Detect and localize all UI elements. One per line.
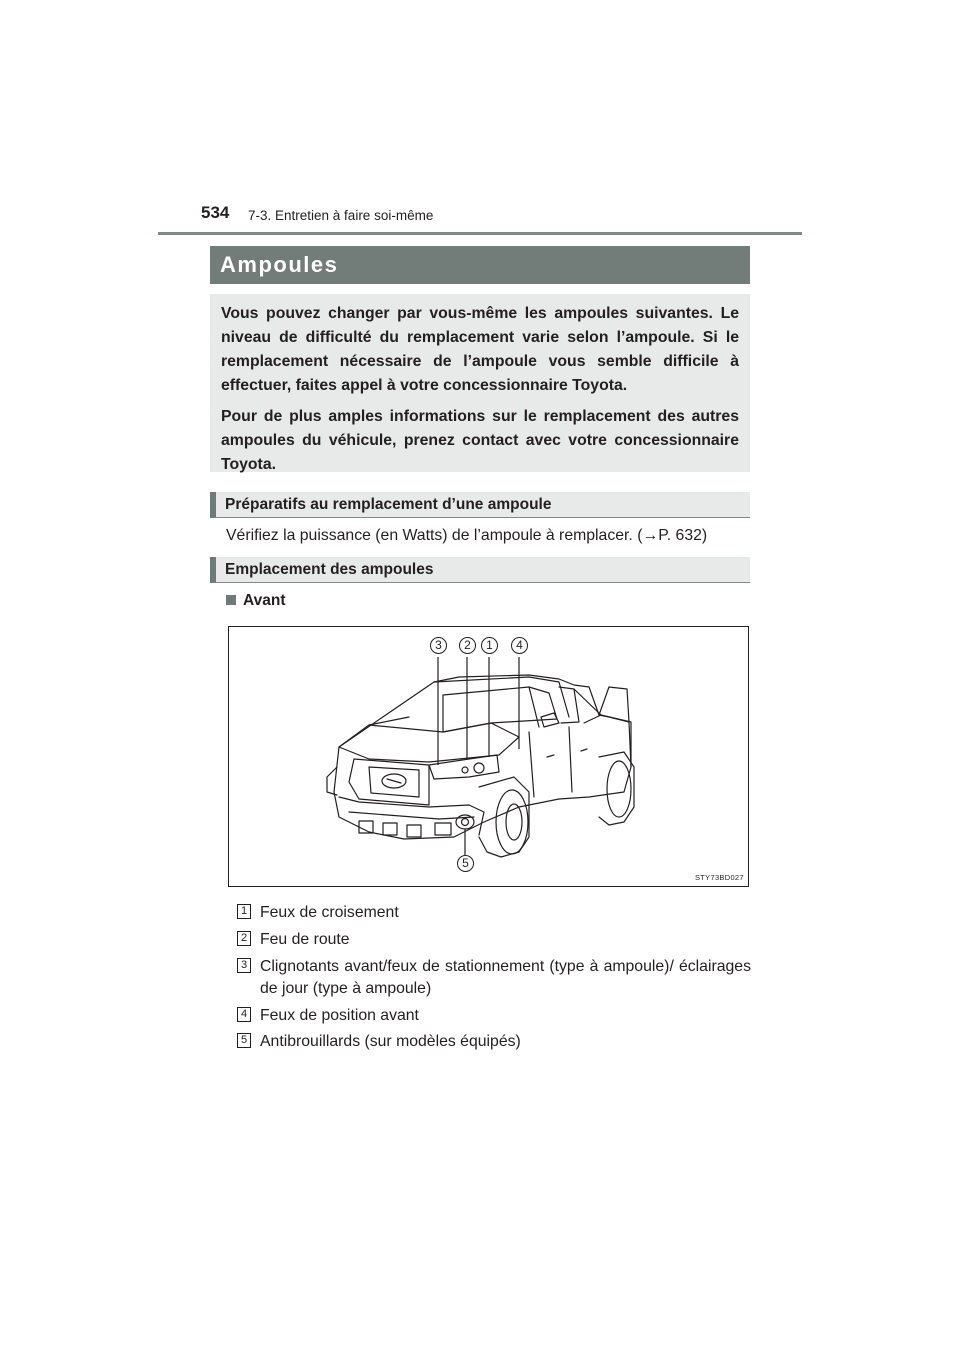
- callout-3: 3: [430, 637, 447, 654]
- intro-box: [210, 294, 750, 472]
- legend-text: Antibrouillards (sur modèles équipés): [260, 1033, 521, 1050]
- legend-text: Feu de route: [260, 931, 350, 948]
- preparation-text: Vérifiez la puissance (en Watts) de l’ampoule à remplacer. (→P. 632): [226, 527, 708, 544]
- truck-figure: [228, 626, 749, 887]
- page-title: Ampoules: [210, 246, 750, 284]
- callout-5: 5: [457, 855, 474, 872]
- legend-number: 1: [237, 904, 251, 919]
- legend-text: Feux de position avant: [260, 1007, 419, 1024]
- legend-item: [237, 929, 751, 951]
- breadcrumb: 7-3. Entretien à faire soi-même: [248, 208, 434, 223]
- pickup-truck-illustration: [229, 627, 748, 886]
- header-rule: [158, 232, 802, 235]
- legend-number: 2: [237, 931, 251, 946]
- callout-2: 2: [459, 637, 476, 654]
- intro-paragraph: Vous pouvez changer par vous-même les ampoules suivantes. Le niveau de difficulté du remplacement varie selon l’ampoule. Si le remplacement nécessaire de l’ampoule vous semble difficile à effectuer, faites appel à votre concessionnaire Toyota.: [221, 305, 739, 394]
- intro-paragraph: Pour de plus amples informations sur le remplacement des autres ampoules du véhicule, prenez contact avec votre concessionnaire Toyota.: [221, 408, 739, 473]
- callout-1: 1: [481, 637, 498, 654]
- legend-number: 5: [237, 1033, 251, 1048]
- legend-text: Feux de croisement: [260, 904, 399, 921]
- section-heading-location: Emplacement des ampoules: [210, 557, 750, 583]
- legend-item: [237, 956, 751, 1000]
- subheading-front: [226, 592, 286, 610]
- section-heading-preparation: Préparatifs au remplacement d’une ampoule: [210, 492, 750, 518]
- legend-number: 3: [237, 958, 251, 973]
- subheading-label: Avant: [243, 592, 286, 609]
- page-number: 534: [201, 203, 230, 222]
- square-bullet-icon: [226, 595, 236, 605]
- figure-code: STY73BD027: [695, 873, 744, 882]
- callout-4: 4: [511, 637, 528, 654]
- legend-item: [237, 902, 751, 924]
- legend-item: [237, 1031, 751, 1053]
- legend-item: [237, 1005, 751, 1027]
- legend-number: 4: [237, 1007, 251, 1022]
- legend-text: Clignotants avant/feux de stationnement (type à ampoule)/ éclairages de jour (type à ampoule): [260, 958, 751, 997]
